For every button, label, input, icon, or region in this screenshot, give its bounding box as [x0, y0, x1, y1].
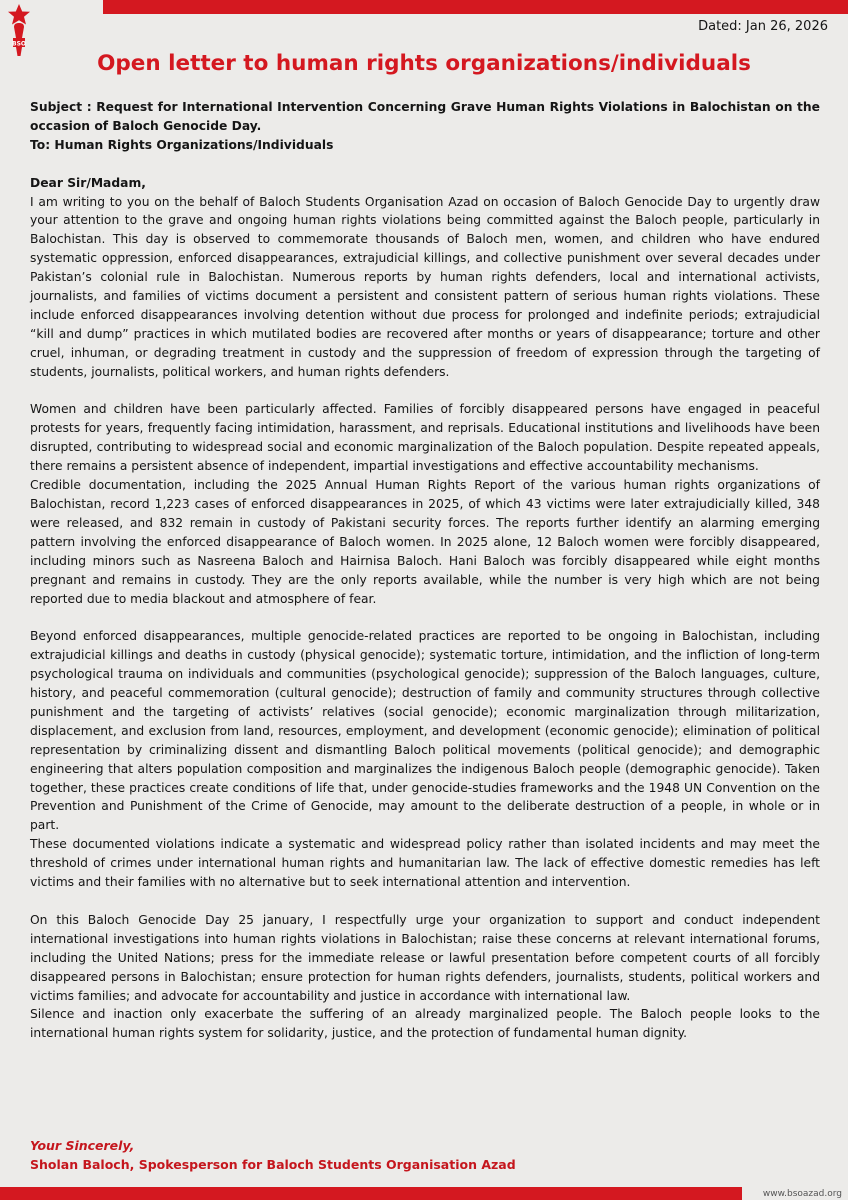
bottom-red-bar [0, 1187, 742, 1200]
signature: Sholan Baloch, Spokesperson for Baloch Students Organisation Azad [30, 1157, 516, 1172]
closing-salutation: Your Sincerely, [30, 1138, 135, 1153]
website-link[interactable]: www.bsoazad.org [762, 1189, 842, 1199]
paragraph-systematic-violations: These documented violations indicate a systematic and widespread policy rather than isolated incidents and may meet the threshold of crimes under international human rights and humanitarian law. The lack of effective domestic remedies has left victims and their families with no alternative but to seek international attention and intervention. [30, 837, 820, 890]
letter-salutation: Dear Sir/Madam, [30, 175, 146, 190]
letter-date: Dated: Jan 26, 2026 [698, 19, 828, 34]
page-title: Open letter to human rights organizations/individuals [97, 51, 751, 76]
bso-logo [4, 4, 34, 56]
paragraph-intro: I am writing to you on the behalf of Baloch Students Organisation Azad on occasion of Baloch Genocide Day to urgently draw your attention to the grave and ongoing human rights violations being committed against the Baloch people, particularly in Balochistan. This day is observed to commemorate thousands of Baloch men, women, and children who have endured systematic oppression, enforced disappearances, extrajudicial killings, and collective punishment over several decades under Pakistan’s colonial rule in Balochistan. Numerous reports by human rights defenders, local and international activists, journalists, and families of victims document a persistent and consistent pattern of serious human rights violations. These include enforced disappearances involving detention without due process for prolonged and indefinite periods; extrajudicial “kill and dump” practices in which mutilated bodies are recovered after months or years of disappearance; torture and other cruel, inhuman, or degrading treatment in custody and the suppression of freedom of expression through the targeting of students, journalists, political workers, and human rights defenders. [30, 194, 820, 379]
paragraph-silence: Silence and inaction only exacerbate the suffering of an already marginalized people. The Baloch people looks to the international human rights system for solidarity, justice, and the protection of fundamental human dignity. [30, 1007, 820, 1041]
letter-closing [30, 1136, 820, 1174]
paragraph-genocide-practices: Beyond enforced disappearances, multiple genocide-related practices are reported to be ongoing in Balochistan, including extrajudicial killings and deaths in custody (physical genocide); systematic torture, intimidation, and the infliction of long-term psychological trauma on individuals and communities (psychological genocide); suppression of the Baloch languages, culture, history, and peaceful commemoration (cultural genocide); destruction of family and community structures through collective punishment and the targeting of activists’ relatives (social genocide); economic marginalization through militarization, displacement, and exclusion from land, resources, employment, and development (economic genocide); elimination of political representation by criminalizing dissent and dismantling Baloch political movements (political genocide); and demographic engineering that alters population composition and marginalizes the indigenous Baloch people (demographic genocide). Taken together, these practices create conditions of life that, under genocide-studies frameworks and the 1948 UN Convention on the Prevention and Punishment of the Crime of Genocide, may amount to the deliberate destruction of a people, in whole or in part. [30, 629, 820, 833]
paragraph-appeal: On this Baloch Genocide Day 25 january, I respectfully urge your organization to support and conduct independent international investigations into human rights violations in Balochistan; raise these concerns at relevant international forums, including the United Nations; press for the immediate release or lawful presentation before competent courts of all forcibly disappeared persons in Balochistan; ensure protection for human rights defenders, journalists, students, political workers and victims families; and advocate for accountability and justice in accordance with international law. [30, 912, 820, 1003]
logo-text: BSO [12, 40, 26, 48]
letter-body [30, 98, 820, 1043]
letter-subject: Subject : Request for International Intervention Concerning Grave Human Rights Violations in Balochistan on the occasion of Baloch Genocide Day. [30, 100, 820, 133]
top-red-bar [103, 0, 848, 14]
paragraph-documentation: Credible documentation, including the 2025 Annual Human Rights Report of the various human rights organizations of Balochistan, record 1,223 cases of enforced disappearances in 2025, of which 43 victims were later extrajudicially killed, 348 were released, and 832 remain in custody of Pakistani security forces. The reports further identify an alarming emerging pattern involving the enforced disappearance of Baloch women. In 2025 alone, 12 Baloch women were forcibly disappeared, including minors such as Nasreena Baloch and Hairnisa Baloch. Hani Baloch was forcibly disappeared while eight months pregnant and remains in custody. They are the only reports available, while the number is very high which are not being reported due to media blackout and atmosphere of fear. [30, 478, 820, 606]
letter-recipient: To: Human Rights Organizations/Individuals [30, 137, 334, 152]
paragraph-women-children: Women and children have been particularly affected. Families of forcibly disappeared persons have engaged in peaceful protests for years, frequently facing intimidation, harassment, and reprisals. Educational institutions and livelihoods have been disrupted, contributing to widespread social and economic marginalization of the Baloch population. Despite repeated appeals, there remains a persistent absence of independent, impartial investigations and effective accountability mechanisms. [30, 402, 820, 474]
